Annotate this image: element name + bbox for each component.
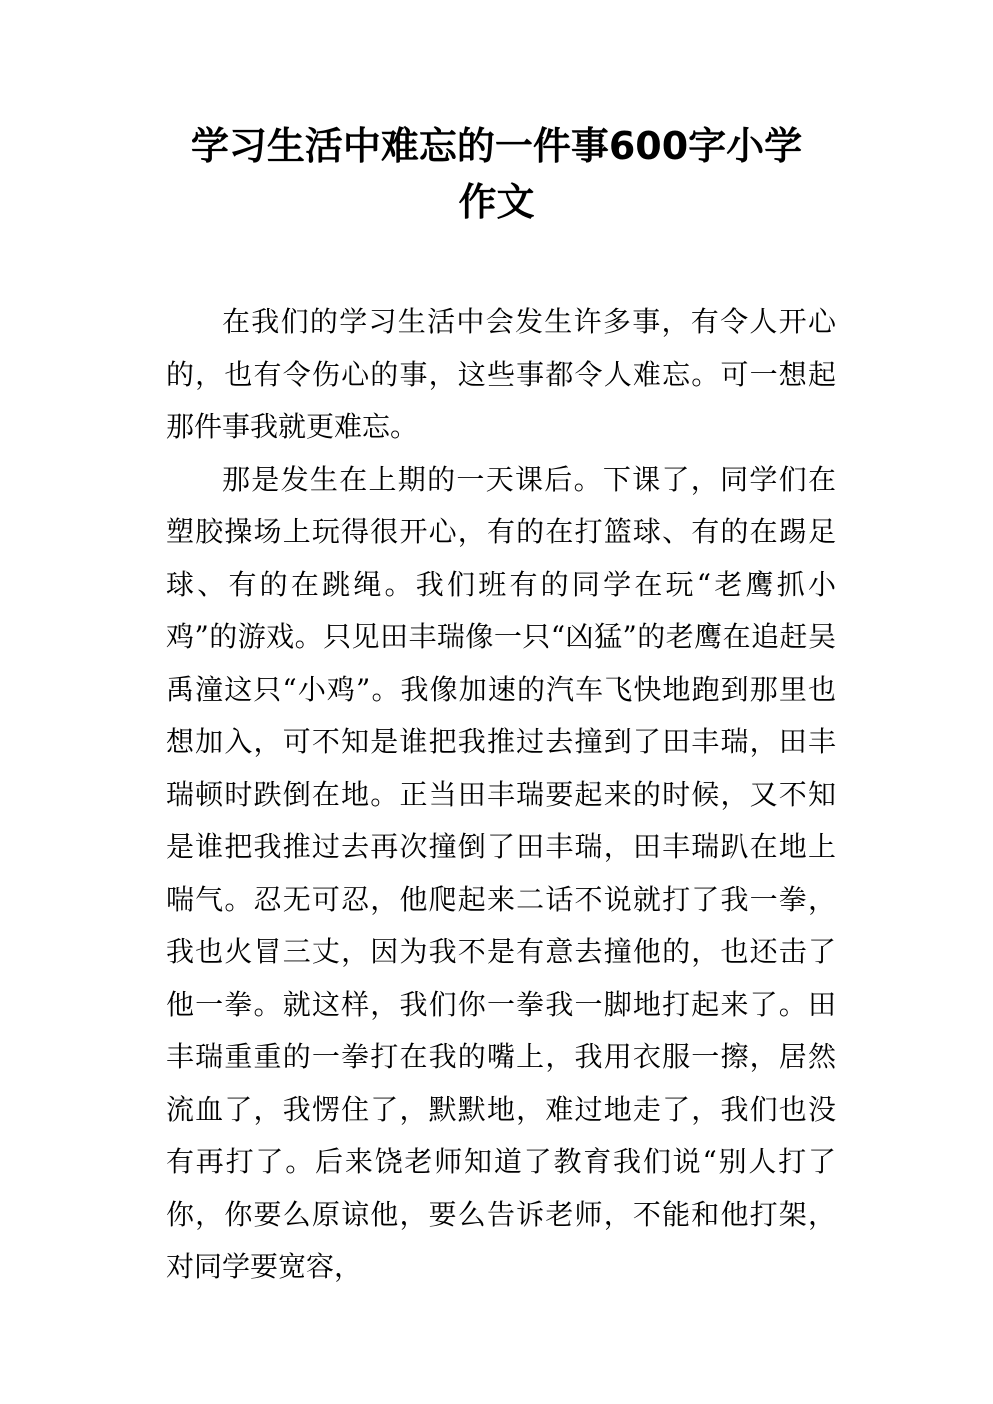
title-line-1: 学习生活中难忘的一件事600字小学 (190, 124, 803, 168)
paragraph-1: 在我们的学习生活中会发生许多事，有令人开心的，也有令伤心的事，这些事都令人难忘。可一想起那件事我就更难忘。 (166, 305, 836, 443)
title-line-2: 作文 (458, 180, 535, 224)
paragraph-2: 那是发生在上期的一天课后。下课了，同学们在塑胶操场上玩得很开心，有的在打篮球、有的在踢足球、有的在跳绳。我们班有的同学在玩“老鹰抓小鸡”的游戏。只见田丰瑞像一只“凶猛”的老鹰在追赶吴禹潼这只“小鸡”。我像加速的汽车飞快地跑到那里也想加入，可不知是谁把我推过去撞到了田丰瑞，田丰瑞顿时跌倒在地。正当田丰瑞要起来的时候，又不知是谁把我推过去再次撞倒了田丰瑞，田丰瑞趴在地上喘气。忍无可忍，他爬起来二话不说就打了我一拳，我也火冒三丈，因为我不是有意去撞他的，也还击了他一拳。就这样，我们你一拳我一脚地打起来了。田丰瑞重重的一拳打在我的嘴上，我用衣服一擦，居然流血了，我愣住了，默默地，难过地走了，我们也没有再打了。后来饶老师知道了教育我们说“别人打了你，你要么原谅他，要么告诉老师，不能和他打架，对同学要宽容， (166, 462, 836, 1283)
document-body (166, 296, 836, 1294)
document-title (150, 118, 843, 230)
